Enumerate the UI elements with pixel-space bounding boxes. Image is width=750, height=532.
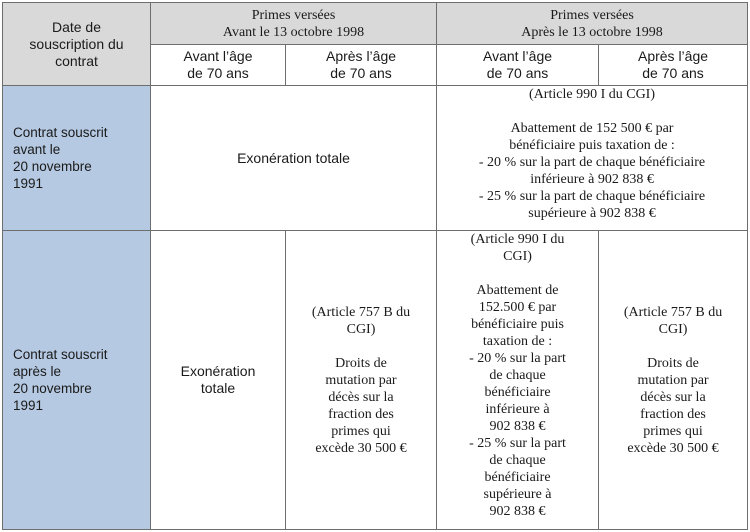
article-757b-text-2: Droits de mutation par décès sur la fraction des primes qui excède 30 500 € <box>627 355 719 456</box>
article-757b-cell-2 <box>599 231 748 530</box>
article-990i-cell <box>437 86 748 231</box>
row-label-after-1991: Contrat souscrit après le 20 novembre 1991 <box>3 231 151 530</box>
subheader-after-70-a: Après l’âge de 70 ans <box>286 45 437 86</box>
full-exemption-cell: Exonération totale <box>151 86 437 231</box>
article-757b-cell-1 <box>286 231 437 530</box>
tax-table <box>2 2 748 530</box>
subheader-after-70-b: Après l’âge de 70 ans <box>599 45 748 86</box>
date-column-header: Date de souscription du contrat <box>3 3 151 86</box>
row-label-before-1991: Contrat souscrit avant le 20 novembre 1991 <box>3 86 151 231</box>
article-990i-ref: (Article 990 I du CGI) <box>529 87 655 102</box>
article-990i-ref-2: (Article 990 I du CGI) <box>470 232 565 264</box>
header-row-1 <box>3 3 748 45</box>
group-header-after-1998: Primes versées Après le 13 octobre 1998 <box>437 3 748 45</box>
row-contract-before-1991 <box>3 86 748 231</box>
article-757b-text-1: Droits de mutation par décès sur la fraction des primes qui excède 30 500 € <box>315 355 407 456</box>
row-contract-after-1991 <box>3 231 748 530</box>
subheader-before-70-a: Avant l’âge de 70 ans <box>151 45 286 86</box>
full-exemption-cell-2: Exonération totale <box>151 231 286 530</box>
article-990i-text: Abattement de 152 500 € par bénéficiaire puis taxation de : - 20 % sur la part de chaque bénéficiaire inférieure à 902 838 € - 25 % sur la part de chaque bénéficiaire supérieure à 902 838 € <box>478 121 706 221</box>
article-990i-cell-2 <box>437 231 599 530</box>
article-757b-ref-2: (Article 757 B du CGI) <box>623 304 723 337</box>
subheader-before-70-b: Avant l’âge de 70 ans <box>437 45 599 86</box>
spacer <box>441 265 594 282</box>
spacer <box>290 338 432 355</box>
spacer <box>441 103 743 120</box>
group-header-before-1998: Primes versées Avant le 13 octobre 1998 <box>151 3 437 45</box>
article-990i-text-2: Abattement de 152.500 € par bénéficiaire puis taxation de : - 20 % sur la part de chaque bénéficiaire inférieure à 902 838 € - 25 % sur la part de chaque bénéficiaire supérieure à 902 838 € <box>469 283 566 519</box>
spacer <box>603 338 743 355</box>
article-757b-ref-1: (Article 757 B du CGI) <box>311 304 411 337</box>
